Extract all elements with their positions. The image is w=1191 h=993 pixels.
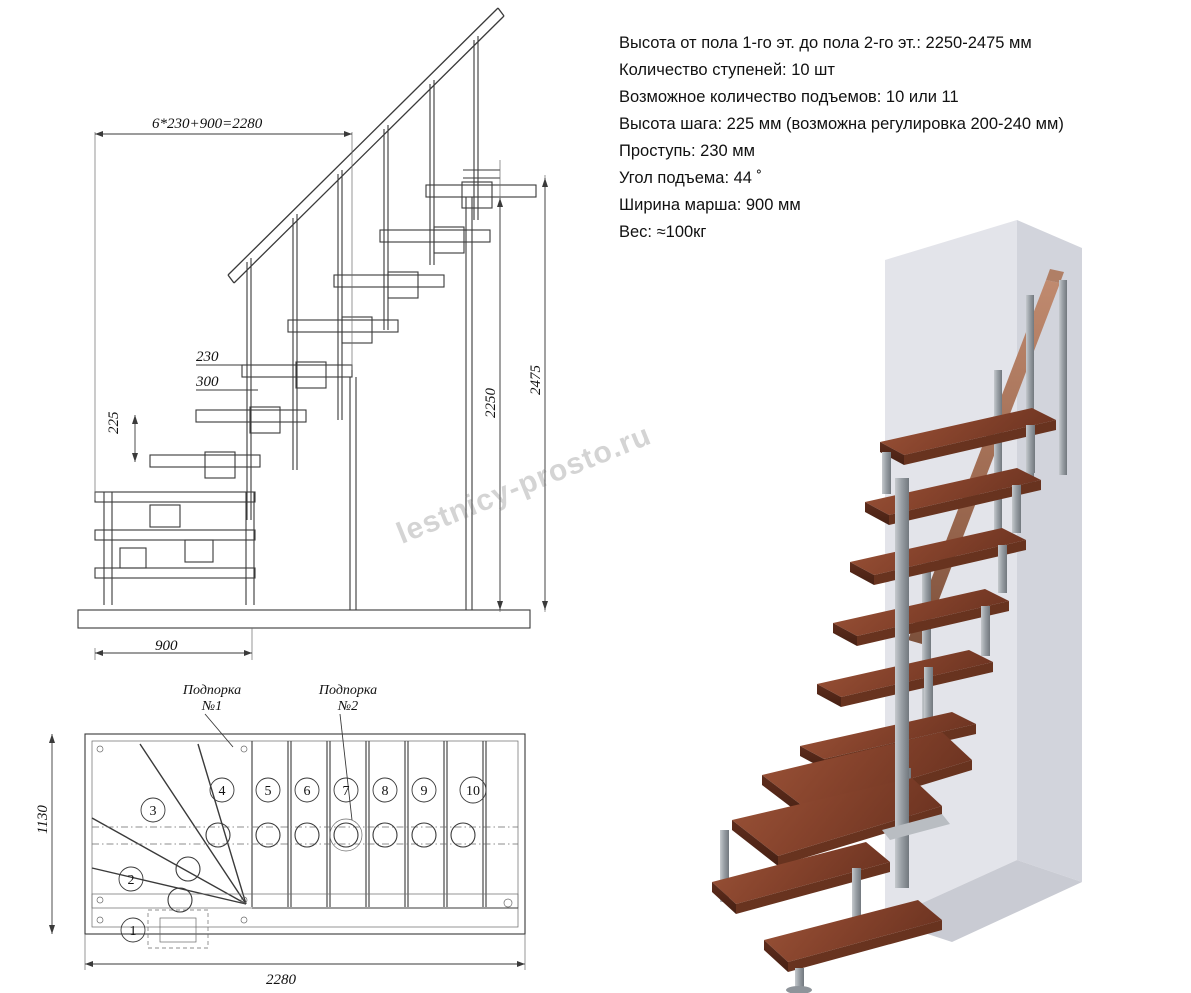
plan-step-number-8: 8 bbox=[381, 784, 389, 799]
dim-label-plan-depth: 1130 bbox=[35, 805, 51, 834]
plan-step-number-3: 3 bbox=[149, 804, 157, 819]
plan-step-number-9: 9 bbox=[420, 784, 428, 799]
side-elevation-drawing bbox=[0, 0, 610, 680]
plan-outline bbox=[85, 734, 525, 934]
watermark: lestnicy-prosto.ru bbox=[392, 418, 656, 551]
step-profiles bbox=[95, 170, 536, 605]
plan-step-number-10: 10 bbox=[466, 784, 480, 799]
callout-support-2-line1: Подпорка bbox=[318, 683, 378, 698]
plan-view-drawing bbox=[0, 672, 610, 993]
plan-dimension-lines bbox=[49, 734, 525, 970]
dim-label-height-floor: 2250 bbox=[483, 388, 499, 418]
spec-line-floor-height: Высота от пола 1-го эт. до пола 2-го эт.: 2250-2475 мм bbox=[619, 34, 1032, 52]
dim-label-tread: 230 bbox=[196, 349, 219, 365]
plan-step-number-4: 4 bbox=[218, 784, 226, 799]
plan-step-number-6: 6 bbox=[303, 784, 311, 799]
spec-line-angle: Угол подъема: 44 ˚ bbox=[619, 169, 763, 187]
spec-line-width: Ширина марша: 900 мм bbox=[619, 196, 801, 214]
dim-label-going: 300 bbox=[196, 374, 219, 390]
callout-support-1-line1: Подпорка bbox=[182, 683, 242, 698]
wall-backdrop bbox=[885, 220, 1082, 942]
support-posts bbox=[350, 197, 472, 610]
plan-step-number-1: 1 bbox=[129, 924, 137, 939]
spec-line-rise-count: Возможное количество подъемов: 10 или 11 bbox=[619, 88, 959, 106]
plan-step-dividers bbox=[252, 741, 486, 907]
plan-bottom-strip bbox=[92, 894, 518, 948]
dim-label-plan-length: 2280 bbox=[266, 972, 296, 988]
plan-center-axis bbox=[92, 827, 518, 844]
dimension-lines bbox=[95, 131, 548, 656]
plan-step-number-2: 2 bbox=[127, 873, 135, 888]
plan-step-number-circles bbox=[119, 777, 486, 942]
spec-line-weight: Вес: ≈100кг bbox=[619, 223, 707, 241]
plan-support-nodes bbox=[168, 819, 475, 912]
callout-support-2-line2: №2 bbox=[337, 699, 359, 714]
plan-step-number-5: 5 bbox=[264, 784, 272, 799]
plan-step-number-7: 7 bbox=[342, 784, 350, 799]
spec-line-step-height: Высота шага: 225 мм (возможна регулировка 200-240 мм) bbox=[619, 115, 1064, 133]
dim-label-rise: 225 bbox=[106, 411, 122, 434]
stair-3d-render bbox=[612, 120, 1191, 993]
spec-line-tread: Проступь: 230 мм bbox=[619, 142, 755, 160]
spec-line-step-count: Количество ступеней: 10 шт bbox=[619, 61, 835, 79]
floor-slab bbox=[78, 610, 530, 628]
dim-label-total-run: 6*230+900=2280 bbox=[152, 116, 263, 132]
baluster-group bbox=[247, 36, 478, 520]
callout-support-1-line2: №1 bbox=[201, 699, 223, 714]
dim-label-height-total: 2475 bbox=[528, 365, 544, 395]
dim-label-width: 900 bbox=[155, 638, 178, 654]
